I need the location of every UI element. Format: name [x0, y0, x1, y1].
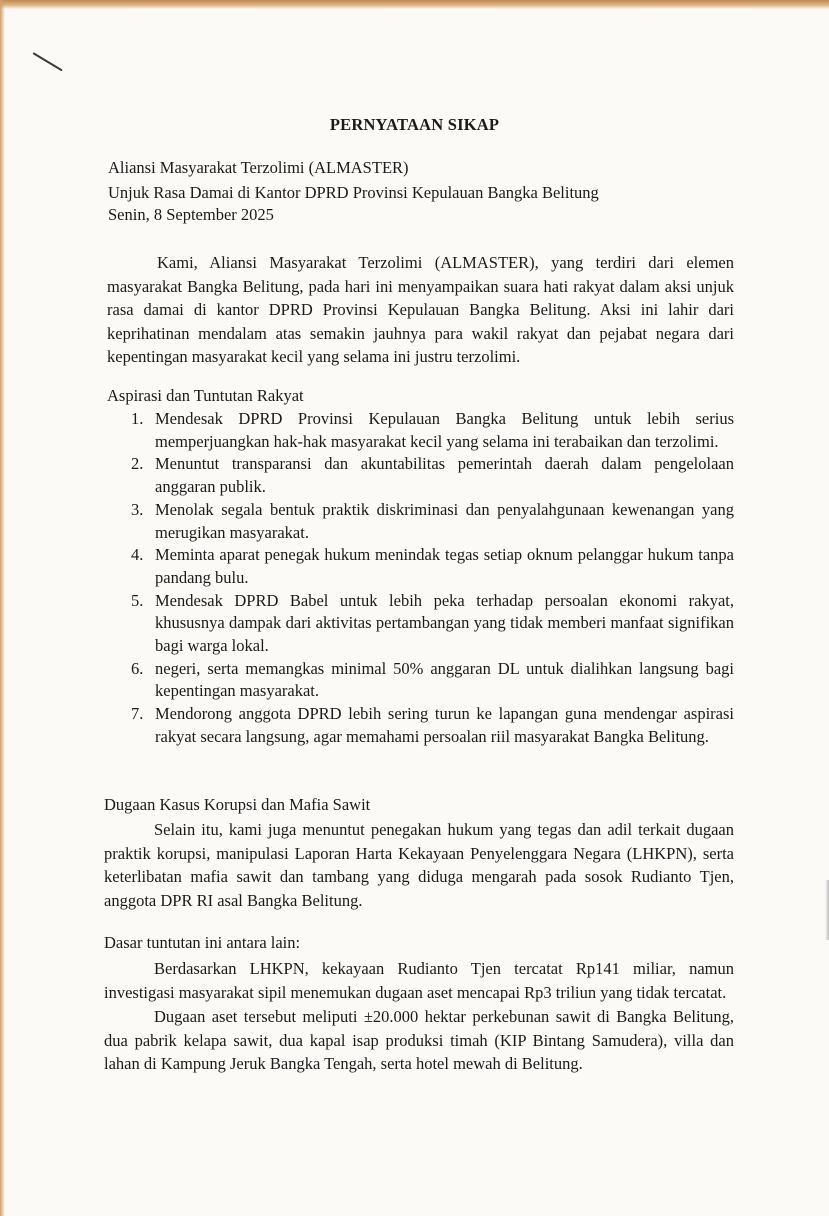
demand-text: Mendesak DPRD Babel untuk lebih peka terhadap persoalan ekonomi rakyat, khususnya dampak dari aktivitas pertambangan yang tidak memberi manfaat signifikan bagi warga lokal.	[155, 590, 734, 656]
demand-number: 6.	[131, 658, 144, 678]
intro-paragraph: Kami, Aliansi Masyarakat Terzolimi (ALMASTER), yang terdiri dari elemen masyarakat Bangka Belitung, pada hari ini menyampaikan suara hati rakyat dalam aksi unjuk rasa damai di kantor DPRD Provinsi Kepulauan Bangka Belitung. Aksi ini lahir dari keprihatinan mendalam atas semakin jauhnya para wakil rakyat dan pejabat negara dari kepentingan masyarakat kecil yang selama ini justru terzolimi.	[107, 253, 734, 366]
header-event: Unjuk Rasa Damai di Kantor DPRD Provinsi Kepulauan Bangka Belitung	[108, 183, 599, 202]
basis-paragraph-assets: Dugaan aset tersebut meliputi ±20.000 hektar perkebunan sawit di Bangka Belitung, dua pabrik kelapa sawit, dua kapal isap produksi timah (KIP Bintang Samudera), villa dan lahan di Kampung Jeruk Bangka Tengah, serta hotel mewah di Belitung.	[104, 1007, 734, 1073]
demand-item	[107, 499, 734, 544]
section-heading-corruption: Dugaan Kasus Korupsi dan Mafia Sawit	[104, 795, 371, 814]
document-title: PERNYATAAN SIKAP	[329, 115, 500, 134]
demand-text: Mendorong anggota DPRD lebih sering turun ke lapangan guna mendengar aspirasi rakyat secara langsung, agar memahami persoalan riil masyarakat Bangka Belitung.	[155, 704, 734, 746]
section-heading-basis: Dasar tuntutan ini antara lain:	[104, 933, 301, 952]
demand-number: 4.	[131, 545, 144, 565]
demand-text: Meminta aparat penegak hukum menindak tegas setiap oknum pelanggar hukum tanpa pandang bulu.	[155, 545, 734, 587]
header-date: Senin, 8 September 2025	[108, 205, 274, 224]
basis-paragraph-lhkpn: Berdasarkan LHKPN, kekayaan Rudianto Tjen tercatat Rp141 miliar, namun investigasi masyarakat sipil menemukan dugaan aset mencapai Rp3 triliun yang tidak tercatat.	[104, 959, 734, 1002]
section-heading-demands: Aspirasi dan Tuntutan Rakyat	[107, 386, 304, 405]
demand-text: Menolak segala bentuk praktik diskriminasi dan penyalahgunaan kewenangan yang merugikan masyarakat.	[155, 499, 734, 542]
demand-item	[107, 453, 734, 498]
demand-item	[107, 408, 734, 453]
demand-number: 2.	[131, 454, 144, 474]
demand-text: Menuntut transparansi dan akuntabilitas pemerintah daerah dalam pengelolaan anggaran publik.	[155, 454, 734, 497]
demand-number: 7.	[131, 704, 144, 724]
demand-number: 5.	[131, 590, 144, 610]
demand-number: 1.	[131, 409, 144, 428]
demand-item	[107, 590, 734, 658]
demand-number: 3.	[131, 499, 144, 519]
demand-item	[107, 703, 734, 748]
corruption-paragraph: Selain itu, kami juga menuntut penegakan hukum yang tegas dan adil terkait dugaan praktik korupsi, manipulasi Laporan Harta Kekayaan Penyelenggara Negara (LHKPN), serta keterlibatan mafia sawit dan tambang yang diduga mengarah pada sosok Rudianto Tjen, anggota DPR RI asal Bangka Belitung.	[104, 820, 734, 910]
demand-text: Mendesak DPRD Provinsi Kepulauan Bangka Belitung untuk lebih serius memperjuangkan hak-hak masyarakat kecil yang selama ini terabaikan dan terzolimi.	[155, 409, 734, 451]
header-organization: Aliansi Masyarakat Terzolimi (ALMASTER)	[108, 158, 409, 177]
demand-text: negeri, serta memangkas minimal 50% anggaran DL untuk dialihkan langsung bagi kepentingan masyarakat.	[155, 658, 734, 701]
demands-list	[107, 408, 734, 749]
demand-item	[107, 658, 734, 703]
demand-item	[107, 544, 734, 589]
